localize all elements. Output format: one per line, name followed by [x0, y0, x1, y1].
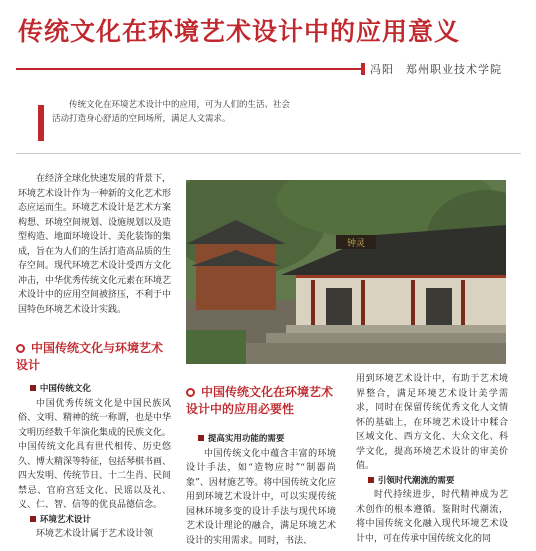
- paragraph: 中国传统文化中蕴含丰富的环境设计手法，如“造物应时”“制器尚象”、因材施艺等。将中国传统文化应用到环境艺术设计中，可以实现传统园林环境多变的设计手法与现代环境艺术设计理论的融合，满足环境艺术设计的实用需求。同时，书法、: [186, 448, 336, 546]
- square-bullet-icon: [30, 516, 36, 522]
- section-divider: [16, 153, 521, 154]
- author-byline: 冯阳 郑州职业技术学院: [370, 63, 502, 76]
- square-bullet-icon: [368, 477, 374, 483]
- byline-marker: [361, 63, 365, 75]
- subheading-3: [186, 432, 336, 447]
- abstract-bar: [38, 105, 44, 141]
- section-2-title: 中国传统文化在环境艺术设计中的应用必要性: [186, 385, 334, 416]
- subheading-2-label: 环境艺术设计: [39, 514, 91, 525]
- section-2-heading: [186, 384, 334, 418]
- abstract: [52, 98, 292, 126]
- section-bullet-icon: [16, 344, 25, 353]
- photo-plaque-text: 钟灵: [346, 239, 366, 249]
- square-bullet-icon: [198, 435, 204, 441]
- square-bullet-icon: [30, 385, 36, 391]
- column-2-body: [186, 432, 336, 548]
- column-1-body: [18, 382, 171, 542]
- paragraph: 时代持续进步，时代精神成为艺术创作的根本遵循。鉴附时代潮流，将中国传统文化融入现代环境艺术设计中，可在传承中国传统文化的同: [356, 490, 508, 544]
- subheading-1: [18, 382, 171, 397]
- section-bullet-icon: [186, 388, 195, 397]
- byline-rule: [16, 68, 361, 70]
- temple-illustration: [186, 180, 506, 364]
- subheading-3-label: 提高实用功能的需要: [207, 434, 285, 444]
- temple-photo: [186, 180, 506, 364]
- subheading-1-label: 中国传统文化: [39, 384, 91, 394]
- column-1: [18, 172, 171, 317]
- paragraph: 用到环境艺术设计中，有助于艺术境界整合，满足环境艺术设计美学需求，同时在保留传统优秀文化人文情怀的基础上，在环境艺术设计中糅合区域文化、西方文化、大众文化、科学文化，提高环境艺术设计的审美价值。: [356, 374, 508, 471]
- abstract-text: 传统文化在环境艺术设计中的应用，可为人们的生活、社会活动打造身心舒适的空间场所，满足人文需求。: [52, 100, 291, 124]
- paragraph: 中国优秀传统文化是中国民族风俗、文明、精神的统一称谓，也是中华文明历经数千年演化集成的民族文化。中国传统文化具有世代相传、历史悠久、博大精深等特征，包括琴棋书画、四大发明、传统节日、十二生肖、民间禁忌、官府宫廷文化、民谣以及礼、义、仁、智、信等的优良品德信念。: [18, 398, 172, 510]
- column-3-body: [356, 372, 508, 546]
- subheading-4-label: 引领时代潮流的需要: [377, 475, 455, 486]
- intro-paragraph: 在经济全球化快速发展的背景下，环境艺术设计作为一种新的文化艺术形态应运而生。环境艺术设计是艺术方案构想、环境空间规划、设施规划以及造型构造、地面环境设计、美化装饰的集成，旨在为人们的生活打造高品质的生存空间。现代环境艺术设计受西方文化冲击，中华优秀传统文化元素在环境艺术设计中的应用空间被挤压，不利于中国特色环境艺术设计实践。: [18, 174, 172, 315]
- subheading-2: [18, 513, 171, 528]
- article-title: 传统文化在环境艺术设计中的应用意义: [18, 17, 461, 46]
- subheading-4: [356, 474, 508, 489]
- paragraph: 环境艺术设计属于艺术设计领: [36, 529, 154, 539]
- section-1-title: 中国传统文化与环境艺术设计: [16, 341, 164, 372]
- section-1-heading: [16, 340, 174, 374]
